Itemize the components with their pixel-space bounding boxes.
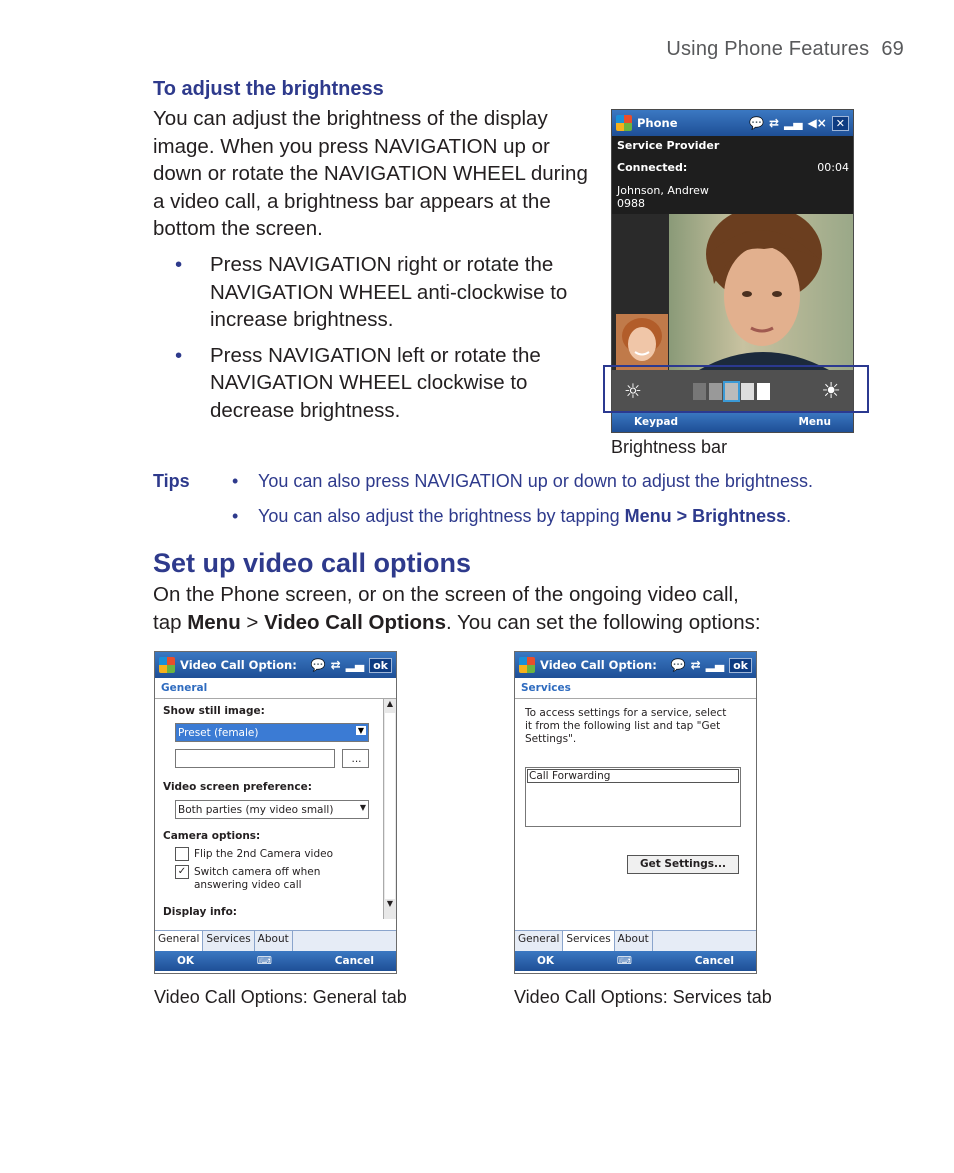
window-title: Video Call Option: <box>540 658 657 672</box>
bullet-text: Press NAVIGATION right or rotate the NAVIGATION WHEEL anti-clockwise to increase brightness. <box>210 253 568 331</box>
signal-icon[interactable]: ▂▄ <box>705 658 725 672</box>
video-pref-label: Video screen preference: <box>163 781 312 793</box>
windows-start-icon[interactable] <box>616 115 632 131</box>
general-tab-screenshot <box>154 651 397 974</box>
brightness-bullets <box>153 251 603 432</box>
tab-services[interactable]: Services <box>203 931 254 951</box>
status-icons <box>671 658 752 673</box>
tab-general[interactable]: General <box>155 931 203 951</box>
person-portrait <box>669 214 853 370</box>
camera-options-label: Camera options: <box>163 830 261 842</box>
contact-number: 0988 <box>617 197 645 210</box>
bullet-icon: • <box>175 343 183 367</box>
services-form <box>515 699 756 930</box>
ok-softkey[interactable]: OK <box>537 955 555 967</box>
list-item <box>153 251 603 334</box>
scroll-up-icon[interactable]: ▲ <box>386 699 394 708</box>
scroll-down-icon[interactable]: ▼ <box>386 899 394 908</box>
still-image-value: Preset (female) <box>178 726 259 739</box>
tip-item <box>232 506 791 527</box>
status-icons <box>749 116 849 131</box>
chevron-down-icon[interactable]: ▼ <box>357 726 364 735</box>
ok-button[interactable]: ok <box>729 658 752 673</box>
windows-start-icon[interactable] <box>159 657 175 673</box>
tab-general[interactable]: General <box>515 931 563 951</box>
para-vco: Video Call Options <box>264 610 446 634</box>
softkey-bar <box>155 951 396 971</box>
message-icon[interactable]: 💬 <box>310 658 326 672</box>
still-image-select[interactable] <box>175 723 369 742</box>
connectivity-icon[interactable]: ⇄ <box>690 658 701 672</box>
menu-path: Menu > Brightness <box>624 506 787 526</box>
brightness-high-icon[interactable]: ☀ <box>821 378 841 404</box>
remote-video <box>669 214 853 370</box>
tab-services[interactable]: Services <box>563 931 614 951</box>
softkey-bar <box>612 412 853 432</box>
tip-item <box>232 471 813 492</box>
highlight-box <box>603 365 869 413</box>
volume-icon[interactable]: ◀× <box>807 116 827 130</box>
softkey-bar <box>515 951 756 971</box>
tab-about[interactable]: About <box>615 931 653 951</box>
still-image-path-field[interactable] <box>175 749 335 768</box>
ok-button[interactable]: ok <box>369 658 392 673</box>
flip-checkbox[interactable] <box>175 847 189 861</box>
para-tap: tap <box>153 610 188 634</box>
running-header <box>666 38 904 61</box>
message-icon[interactable]: 💬 <box>670 658 686 672</box>
message-icon[interactable]: 💬 <box>749 116 764 130</box>
tab-strip <box>155 930 396 951</box>
services-caption: Video Call Options: Services tab <box>514 987 772 1007</box>
general-caption: Video Call Options: General tab <box>154 987 407 1007</box>
call-timer: 00:04 <box>817 161 849 174</box>
tab-header: General <box>155 678 396 699</box>
bullet-icon: • <box>232 506 239 526</box>
switch-label: Switch camera off when <box>194 866 321 878</box>
options-paragraph <box>153 581 813 636</box>
tip-text: You can also adjust the brightness by tapping <box>258 506 625 526</box>
menu-softkey[interactable]: Menu <box>798 416 831 428</box>
video-area <box>612 214 853 370</box>
tips-label: Tips <box>153 471 190 491</box>
window-title: Phone <box>637 116 678 130</box>
title-bar <box>612 110 853 136</box>
connectivity-icon[interactable]: ⇄ <box>330 658 341 672</box>
keyboard-icon[interactable]: ⌨ <box>256 955 272 967</box>
ok-softkey[interactable]: OK <box>177 955 195 967</box>
windows-start-icon[interactable] <box>519 657 535 673</box>
status-icons <box>311 658 392 673</box>
flip-label: Flip the 2nd Camera video <box>194 848 334 860</box>
bullet-text: Press NAVIGATION left or rotate the NAVIGATION WHEEL clockwise to decrease brightness. <box>210 343 541 422</box>
switch-checkbox[interactable]: ✓ <box>175 865 189 879</box>
cancel-softkey[interactable]: Cancel <box>694 955 734 967</box>
flip-option[interactable] <box>175 847 333 861</box>
still-image-label: Show still image: <box>163 705 265 717</box>
keyboard-icon[interactable]: ⌨ <box>616 955 632 967</box>
title-bar <box>155 652 396 678</box>
section-title: Using Phone Features <box>666 38 870 60</box>
get-settings-button[interactable]: Get Settings... <box>627 855 739 874</box>
signal-icon[interactable]: ▂▄ <box>345 658 365 672</box>
scroll-thumb[interactable] <box>385 713 395 899</box>
services-instructions: To access settings for a service, select it from the following list and tap "Get Settings". <box>525 707 727 745</box>
brightness-low-icon[interactable]: ☼ <box>624 379 642 403</box>
keypad-softkey[interactable]: Keypad <box>634 416 679 428</box>
browse-button[interactable]: ... <box>342 749 369 768</box>
title-bar <box>515 652 756 678</box>
para-gt: > <box>240 610 265 634</box>
brightness-caption: Brightness bar <box>611 437 728 457</box>
self-video <box>616 314 668 370</box>
bullet-icon: • <box>232 471 239 491</box>
contact-name: Johnson, Andrew <box>617 184 709 197</box>
options-heading: Set up video call options <box>153 548 472 578</box>
call-info-panel <box>612 136 853 214</box>
brightness-intro: You can adjust the brightness of the display image. When you press NAVIGATION up or down or rotate the NAVIGATION WHEEL during a video call, a brightness bar appears at the bottom the screen. <box>153 107 588 240</box>
tip-period: . <box>786 506 792 526</box>
tip-text: You can also press NAVIGATION up or down to adjust the brightness. <box>258 471 813 491</box>
list-item[interactable]: Call Forwarding <box>527 769 739 783</box>
switch-option[interactable] <box>175 865 320 879</box>
services-tab-screenshot <box>514 651 757 974</box>
services-list[interactable] <box>525 767 741 827</box>
cancel-softkey[interactable]: Cancel <box>334 955 374 967</box>
list-item <box>153 342 603 425</box>
para-line-1: On the Phone screen, or on the screen of the ongoing video call, <box>153 583 739 606</box>
video-pref-select[interactable] <box>175 800 369 819</box>
tab-header: Services <box>515 678 756 699</box>
general-form <box>155 699 396 930</box>
call-status: Connected: <box>617 161 688 174</box>
bullet-icon: • <box>175 253 183 276</box>
page-number: 69 <box>881 38 904 60</box>
video-pref-value: Both parties (my video small) <box>178 803 334 816</box>
chevron-down-icon[interactable]: ▼ <box>359 803 366 812</box>
switch-label-2: answering video call <box>194 879 302 891</box>
para-menu: Menu <box>187 610 241 634</box>
brightness-heading: To adjust the brightness <box>153 78 384 100</box>
para-end: . You can set the following options: <box>445 610 761 634</box>
close-icon[interactable]: ✕ <box>832 116 849 131</box>
scrollbar[interactable] <box>383 699 396 919</box>
tab-strip <box>515 930 756 951</box>
self-portrait <box>616 314 668 370</box>
provider-label: Service Provider <box>617 139 720 152</box>
window-title: Video Call Option: <box>180 658 297 672</box>
signal-icon[interactable]: ▂▄ <box>784 116 803 130</box>
display-info-label: Display info: <box>163 906 237 918</box>
connectivity-icon[interactable]: ⇄ <box>768 116 780 130</box>
tab-about[interactable]: About <box>255 931 293 951</box>
